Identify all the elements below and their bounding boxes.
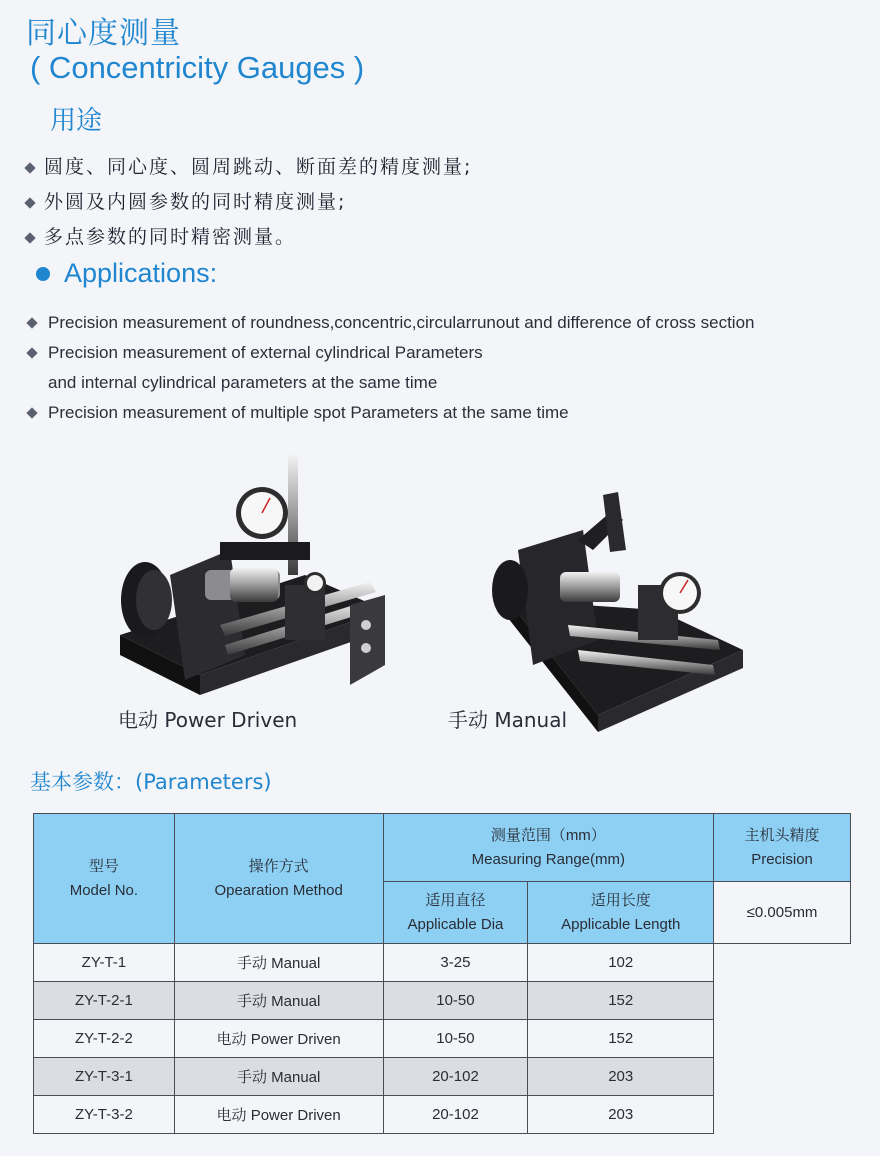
model-cell: ZY-T-2-2 bbox=[34, 1020, 175, 1058]
page-title-cn: 同心度测量 bbox=[26, 16, 181, 51]
diamond-bullet-icon bbox=[24, 162, 35, 173]
uses-heading bbox=[36, 100, 102, 137]
uses-item: 圆度、同心度、圆周跳动、断面差的精度测量; bbox=[26, 150, 472, 185]
dia-cell: 3-25 bbox=[383, 944, 528, 982]
diamond-bullet-icon bbox=[24, 197, 35, 208]
diamond-bullet-icon bbox=[24, 232, 35, 243]
table-row bbox=[34, 944, 851, 982]
uses-heading-text: 用途 bbox=[50, 106, 103, 136]
method-cell: 电动 Power Driven bbox=[174, 1020, 383, 1058]
bullet-dot-icon bbox=[36, 267, 50, 281]
model-cell: ZY-T-2-1 bbox=[34, 982, 175, 1020]
page-title-en: ( Concentricity Gauges ) bbox=[30, 50, 365, 85]
diamond-bullet-icon bbox=[26, 407, 37, 418]
table-row bbox=[34, 982, 851, 1020]
header-precision: 主机头精度 Precision bbox=[714, 814, 851, 882]
manual-label: 手动 Manual bbox=[448, 708, 568, 732]
method-cell: 手动 Manual bbox=[174, 1058, 383, 1096]
applications-heading-text: Applications: bbox=[64, 258, 218, 288]
dia-cell: 20-102 bbox=[383, 1058, 528, 1096]
applications-item: Precision measurement of external cylindrical Parameters and internal cylindrical parameters at the same time bbox=[26, 338, 848, 398]
table-row bbox=[34, 1020, 851, 1058]
header-range: 测量范围（mm） Measuring Range(mm) bbox=[383, 814, 714, 882]
length-cell: 203 bbox=[528, 1058, 714, 1096]
method-cell: 手动 Manual bbox=[174, 982, 383, 1020]
applications-heading bbox=[36, 258, 217, 289]
model-cell: ZY-T-1 bbox=[34, 944, 175, 982]
diamond-bullet-icon bbox=[26, 347, 37, 358]
uses-item: 多点参数的同时精密测量。 bbox=[26, 220, 472, 255]
diamond-bullet-icon bbox=[26, 317, 37, 328]
dia-cell: 20-102 bbox=[383, 1096, 528, 1134]
precision-value: ≤0.005mm bbox=[714, 882, 851, 944]
model-cell: ZY-T-3-1 bbox=[34, 1058, 175, 1096]
uses-item: 外圆及内圆参数的同时精度测量; bbox=[26, 185, 472, 220]
parameters-table bbox=[33, 813, 851, 1134]
header-model: 型号 Model No. bbox=[34, 814, 175, 944]
length-cell: 152 bbox=[528, 1020, 714, 1058]
method-cell: 电动 Power Driven bbox=[174, 1096, 383, 1134]
applications-list bbox=[26, 308, 848, 428]
length-cell: 152 bbox=[528, 982, 714, 1020]
header-length: 适用长度 Applicable Length bbox=[528, 882, 714, 944]
length-cell: 102 bbox=[528, 944, 714, 982]
table-row bbox=[34, 1058, 851, 1096]
length-cell: 203 bbox=[528, 1096, 714, 1134]
applications-item: Precision measurement of roundness,concentric,circularrunout and difference of cross section bbox=[26, 308, 848, 338]
header-method: 操作方式 Opearation Method bbox=[174, 814, 383, 944]
parameters-heading: 基本参数：(Parameters) bbox=[30, 770, 272, 794]
method-cell: 手动 Manual bbox=[174, 944, 383, 982]
header-dia: 适用直径 Applicable Dia bbox=[383, 882, 528, 944]
manual-gauge-photo bbox=[488, 490, 750, 735]
dia-cell: 10-50 bbox=[383, 1020, 528, 1058]
dia-cell: 10-50 bbox=[383, 982, 528, 1020]
uses-list bbox=[26, 150, 472, 255]
power-driven-label: 电动 Power Driven bbox=[118, 708, 298, 732]
applications-item: Precision measurement of multiple spot Parameters at the same time bbox=[26, 398, 848, 428]
table-row bbox=[34, 1096, 851, 1134]
model-cell: ZY-T-3-2 bbox=[34, 1096, 175, 1134]
power-driven-gauge-photo bbox=[110, 450, 400, 712]
